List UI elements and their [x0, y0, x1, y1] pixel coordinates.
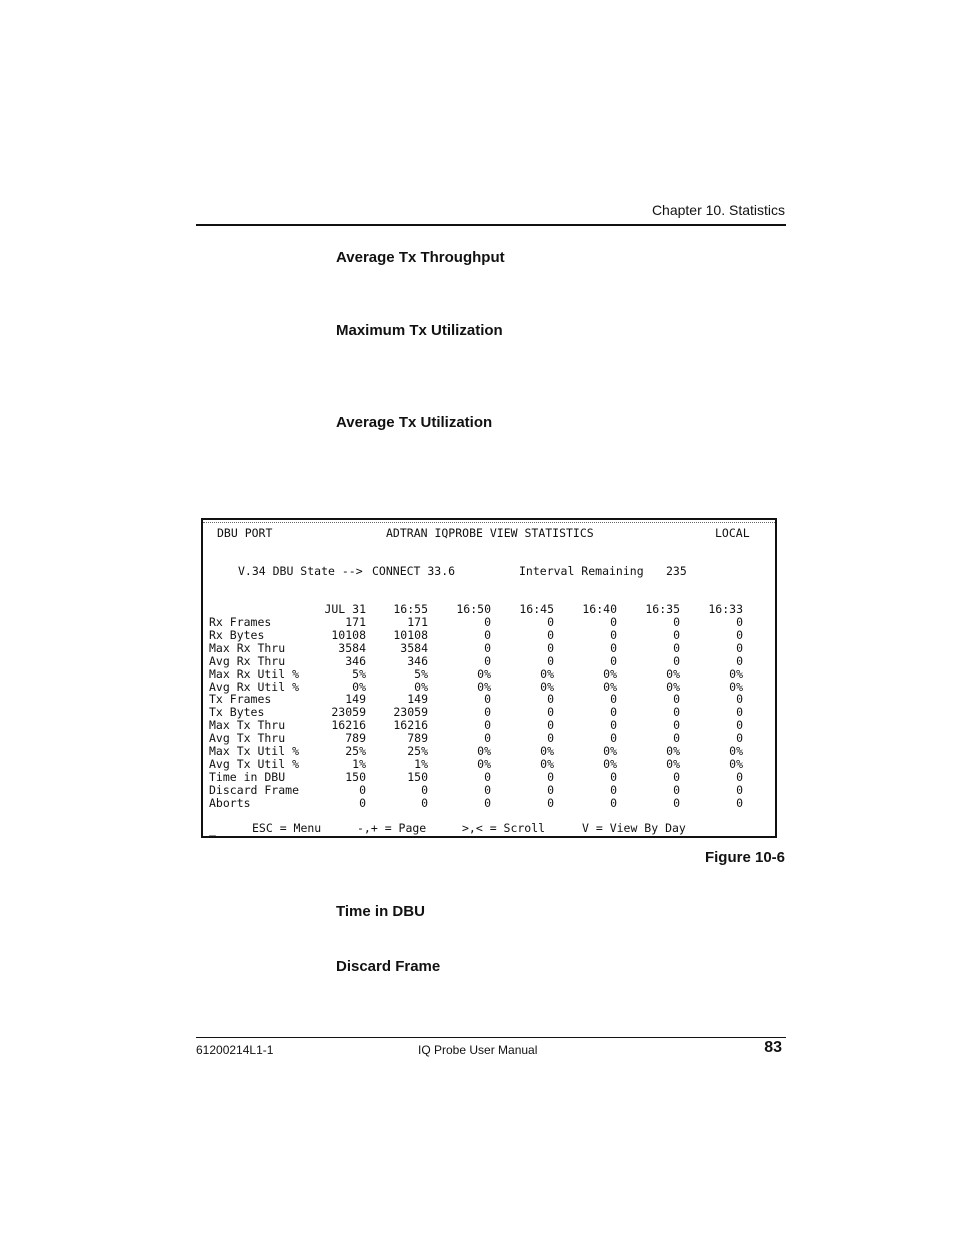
table-cell: 0%: [477, 666, 491, 681]
table-cell: 3584: [400, 640, 428, 655]
table-cell: 0: [484, 782, 491, 797]
table-cell: 0: [484, 615, 491, 629]
table-cell: 0: [547, 705, 554, 720]
table-cell: 0: [547, 692, 554, 707]
table-cell: 0: [484, 769, 491, 784]
table-cell: 0: [736, 795, 743, 810]
state-label: V.34 DBU State -->: [238, 564, 363, 578]
chapter-header: Chapter 10. Statistics: [651, 202, 785, 218]
key-hint-page: -,+ = Page: [357, 821, 427, 835]
table-cell: 23059: [393, 705, 428, 720]
doc-number: 61200214L1-1: [196, 1043, 274, 1057]
table-cell: 0: [673, 615, 680, 629]
table-cell: 0: [484, 795, 491, 810]
heading-average-tx-throughput: Average Tx Throughput: [336, 249, 505, 266]
interval-value: 235: [666, 564, 687, 578]
table-cell: 16216: [393, 718, 428, 733]
row-label: Rx Bytes: [209, 627, 265, 642]
table-cell: 1%: [414, 756, 428, 771]
table-cell: 0: [610, 795, 617, 810]
state-value: CONNECT 33.6: [372, 564, 456, 578]
table-cell: 0: [484, 640, 491, 655]
interval-label: Interval Remaining: [519, 564, 644, 578]
row-label: Aborts: [209, 795, 251, 810]
table-cell: 789: [407, 731, 428, 746]
heading-time-in-dbu: Time in DBU: [336, 903, 425, 920]
table-cell: 0%: [603, 679, 617, 694]
table-cell: 0: [547, 731, 554, 746]
table-cell: 0: [547, 615, 554, 629]
table-cell: 0: [736, 627, 743, 642]
table-cell: 149: [345, 692, 366, 707]
table-cell: 0: [359, 782, 366, 797]
table-cell: 150: [407, 769, 428, 784]
row-label: Rx Frames: [209, 615, 272, 629]
heading-discard-frame: Discard Frame: [336, 958, 441, 975]
table-cell: 0: [673, 795, 680, 810]
table-cell: 0: [547, 627, 554, 642]
table-cell: 0%: [729, 679, 743, 694]
row-label: Max Tx Thru: [209, 718, 286, 733]
heading-maximum-tx-utilization: Maximum Tx Utilization: [336, 322, 503, 339]
column-header: JUL 31: [324, 602, 366, 616]
table-cell: 25%: [345, 744, 366, 758]
table-cell: 0%: [540, 744, 554, 758]
table-cell: 149: [407, 692, 428, 707]
table-cell: 0: [736, 782, 743, 797]
table-cell: 25%: [407, 744, 428, 758]
table-cell: 0: [547, 782, 554, 797]
column-header: 16:45: [519, 602, 554, 616]
row-label: Time in DBU: [209, 769, 286, 784]
table-cell: 0: [736, 718, 743, 733]
table-cell: 346: [407, 653, 428, 668]
table-cell: 0: [610, 769, 617, 784]
table-cell: 0: [610, 731, 617, 746]
key-hint-scroll: >,< = Scroll: [462, 821, 546, 835]
header-rule: [196, 224, 786, 226]
table-cell: 1%: [352, 756, 366, 771]
table-cell: 0%: [540, 666, 554, 681]
table-cell: 0: [673, 718, 680, 733]
cursor: _: [209, 822, 216, 836]
table-cell: 0%: [477, 679, 491, 694]
table-cell: 0: [673, 692, 680, 707]
table-cell: 150: [345, 769, 366, 784]
table-cell: 0%: [603, 756, 617, 771]
row-label: Avg Rx Util %: [209, 679, 300, 694]
row-label: Avg Tx Util %: [209, 756, 300, 771]
heading-average-tx-utilization: Average Tx Utilization: [336, 414, 493, 431]
screen-center-title: ADTRAN IQPROBE VIEW STATISTICS: [386, 526, 594, 540]
table-cell: 0: [736, 731, 743, 746]
table-cell: 5%: [352, 666, 366, 681]
terminal-screen: [201, 518, 777, 838]
table-cell: 0: [547, 653, 554, 668]
table-cell: 0: [736, 640, 743, 655]
table-cell: 0: [610, 782, 617, 797]
table-cell: 0: [484, 731, 491, 746]
table-cell: 0: [673, 640, 680, 655]
row-label: Avg Rx Thru: [209, 653, 286, 668]
table-cell: 0%: [666, 666, 680, 681]
screen-left-title: DBU PORT: [217, 526, 273, 540]
table-cell: 0: [673, 782, 680, 797]
page-number: 83: [764, 1039, 782, 1056]
table-cell: 0: [610, 615, 617, 629]
column-header: 16:33: [708, 602, 743, 616]
table-cell: 0: [421, 782, 428, 797]
table-cell: 0: [484, 692, 491, 707]
table-cell: 0%: [729, 744, 743, 758]
table-cell: 0: [673, 769, 680, 784]
row-label: Max Rx Util %: [209, 666, 300, 681]
table-cell: 0: [610, 718, 617, 733]
table-cell: 0%: [603, 744, 617, 758]
table-cell: 0%: [603, 666, 617, 681]
table-cell: 0: [736, 692, 743, 707]
table-cell: 0: [610, 692, 617, 707]
row-label: Tx Frames: [209, 692, 272, 707]
screen-right-title: LOCAL: [715, 526, 750, 540]
key-hint-view-by-day: V = View By Day: [582, 821, 686, 835]
table-cell: 0: [736, 769, 743, 784]
table-cell: 171: [345, 615, 366, 629]
table-cell: 0: [484, 705, 491, 720]
table-cell: 0%: [540, 756, 554, 771]
table-cell: 0%: [666, 756, 680, 771]
row-label: Max Rx Thru: [209, 640, 286, 655]
table-cell: 171: [407, 615, 428, 629]
table-cell: 0%: [666, 744, 680, 758]
table-cell: 0: [547, 769, 554, 784]
table-cell: 0: [610, 627, 617, 642]
manual-title: IQ Probe User Manual: [418, 1043, 538, 1057]
table-cell: 0%: [729, 756, 743, 771]
footer-rule: [196, 1037, 786, 1038]
key-hint-menu: ESC = Menu: [252, 821, 322, 835]
table-cell: 3584: [338, 640, 366, 655]
table-cell: 0: [547, 795, 554, 810]
column-header: 16:35: [645, 602, 680, 616]
table-cell: 0: [736, 653, 743, 668]
table-cell: 789: [345, 731, 366, 746]
table-cell: 0%: [540, 679, 554, 694]
figure-caption: Figure 10-6: [704, 849, 785, 866]
table-cell: 23059: [331, 705, 366, 720]
table-cell: 0: [484, 653, 491, 668]
table-cell: 0%: [477, 756, 491, 771]
table-cell: 0: [736, 615, 743, 629]
column-header: 16:55: [393, 602, 428, 616]
table-cell: 0: [673, 653, 680, 668]
column-header: 16:40: [582, 602, 617, 616]
table-cell: 5%: [414, 666, 428, 681]
table-cell: 0: [610, 653, 617, 668]
table-cell: 0: [484, 718, 491, 733]
table-cell: 0: [484, 627, 491, 642]
table-cell: 0%: [352, 679, 366, 694]
table-cell: 0: [610, 705, 617, 720]
table-cell: 0%: [666, 679, 680, 694]
table-cell: 0: [673, 731, 680, 746]
table-cell: 0: [359, 795, 366, 810]
table-cell: 0: [421, 795, 428, 810]
table-cell: 0%: [414, 679, 428, 694]
screen-top-border: [203, 522, 775, 524]
table-cell: 0: [673, 627, 680, 642]
table-cell: 346: [345, 653, 366, 668]
row-label: Avg Tx Thru: [209, 731, 286, 746]
row-label: Tx Bytes: [209, 705, 265, 720]
table-cell: 10108: [331, 627, 366, 642]
table-cell: 0%: [477, 744, 491, 758]
table-cell: 16216: [331, 718, 366, 733]
table-cell: 0: [673, 705, 680, 720]
row-label: Max Tx Util %: [209, 744, 300, 758]
table-cell: 0%: [729, 666, 743, 681]
column-header: 16:50: [456, 602, 491, 616]
table-cell: 0: [547, 718, 554, 733]
table-cell: 0: [736, 705, 743, 720]
table-cell: 0: [610, 640, 617, 655]
table-cell: 10108: [393, 627, 428, 642]
row-label: Discard Frame: [209, 782, 300, 797]
table-cell: 0: [547, 640, 554, 655]
